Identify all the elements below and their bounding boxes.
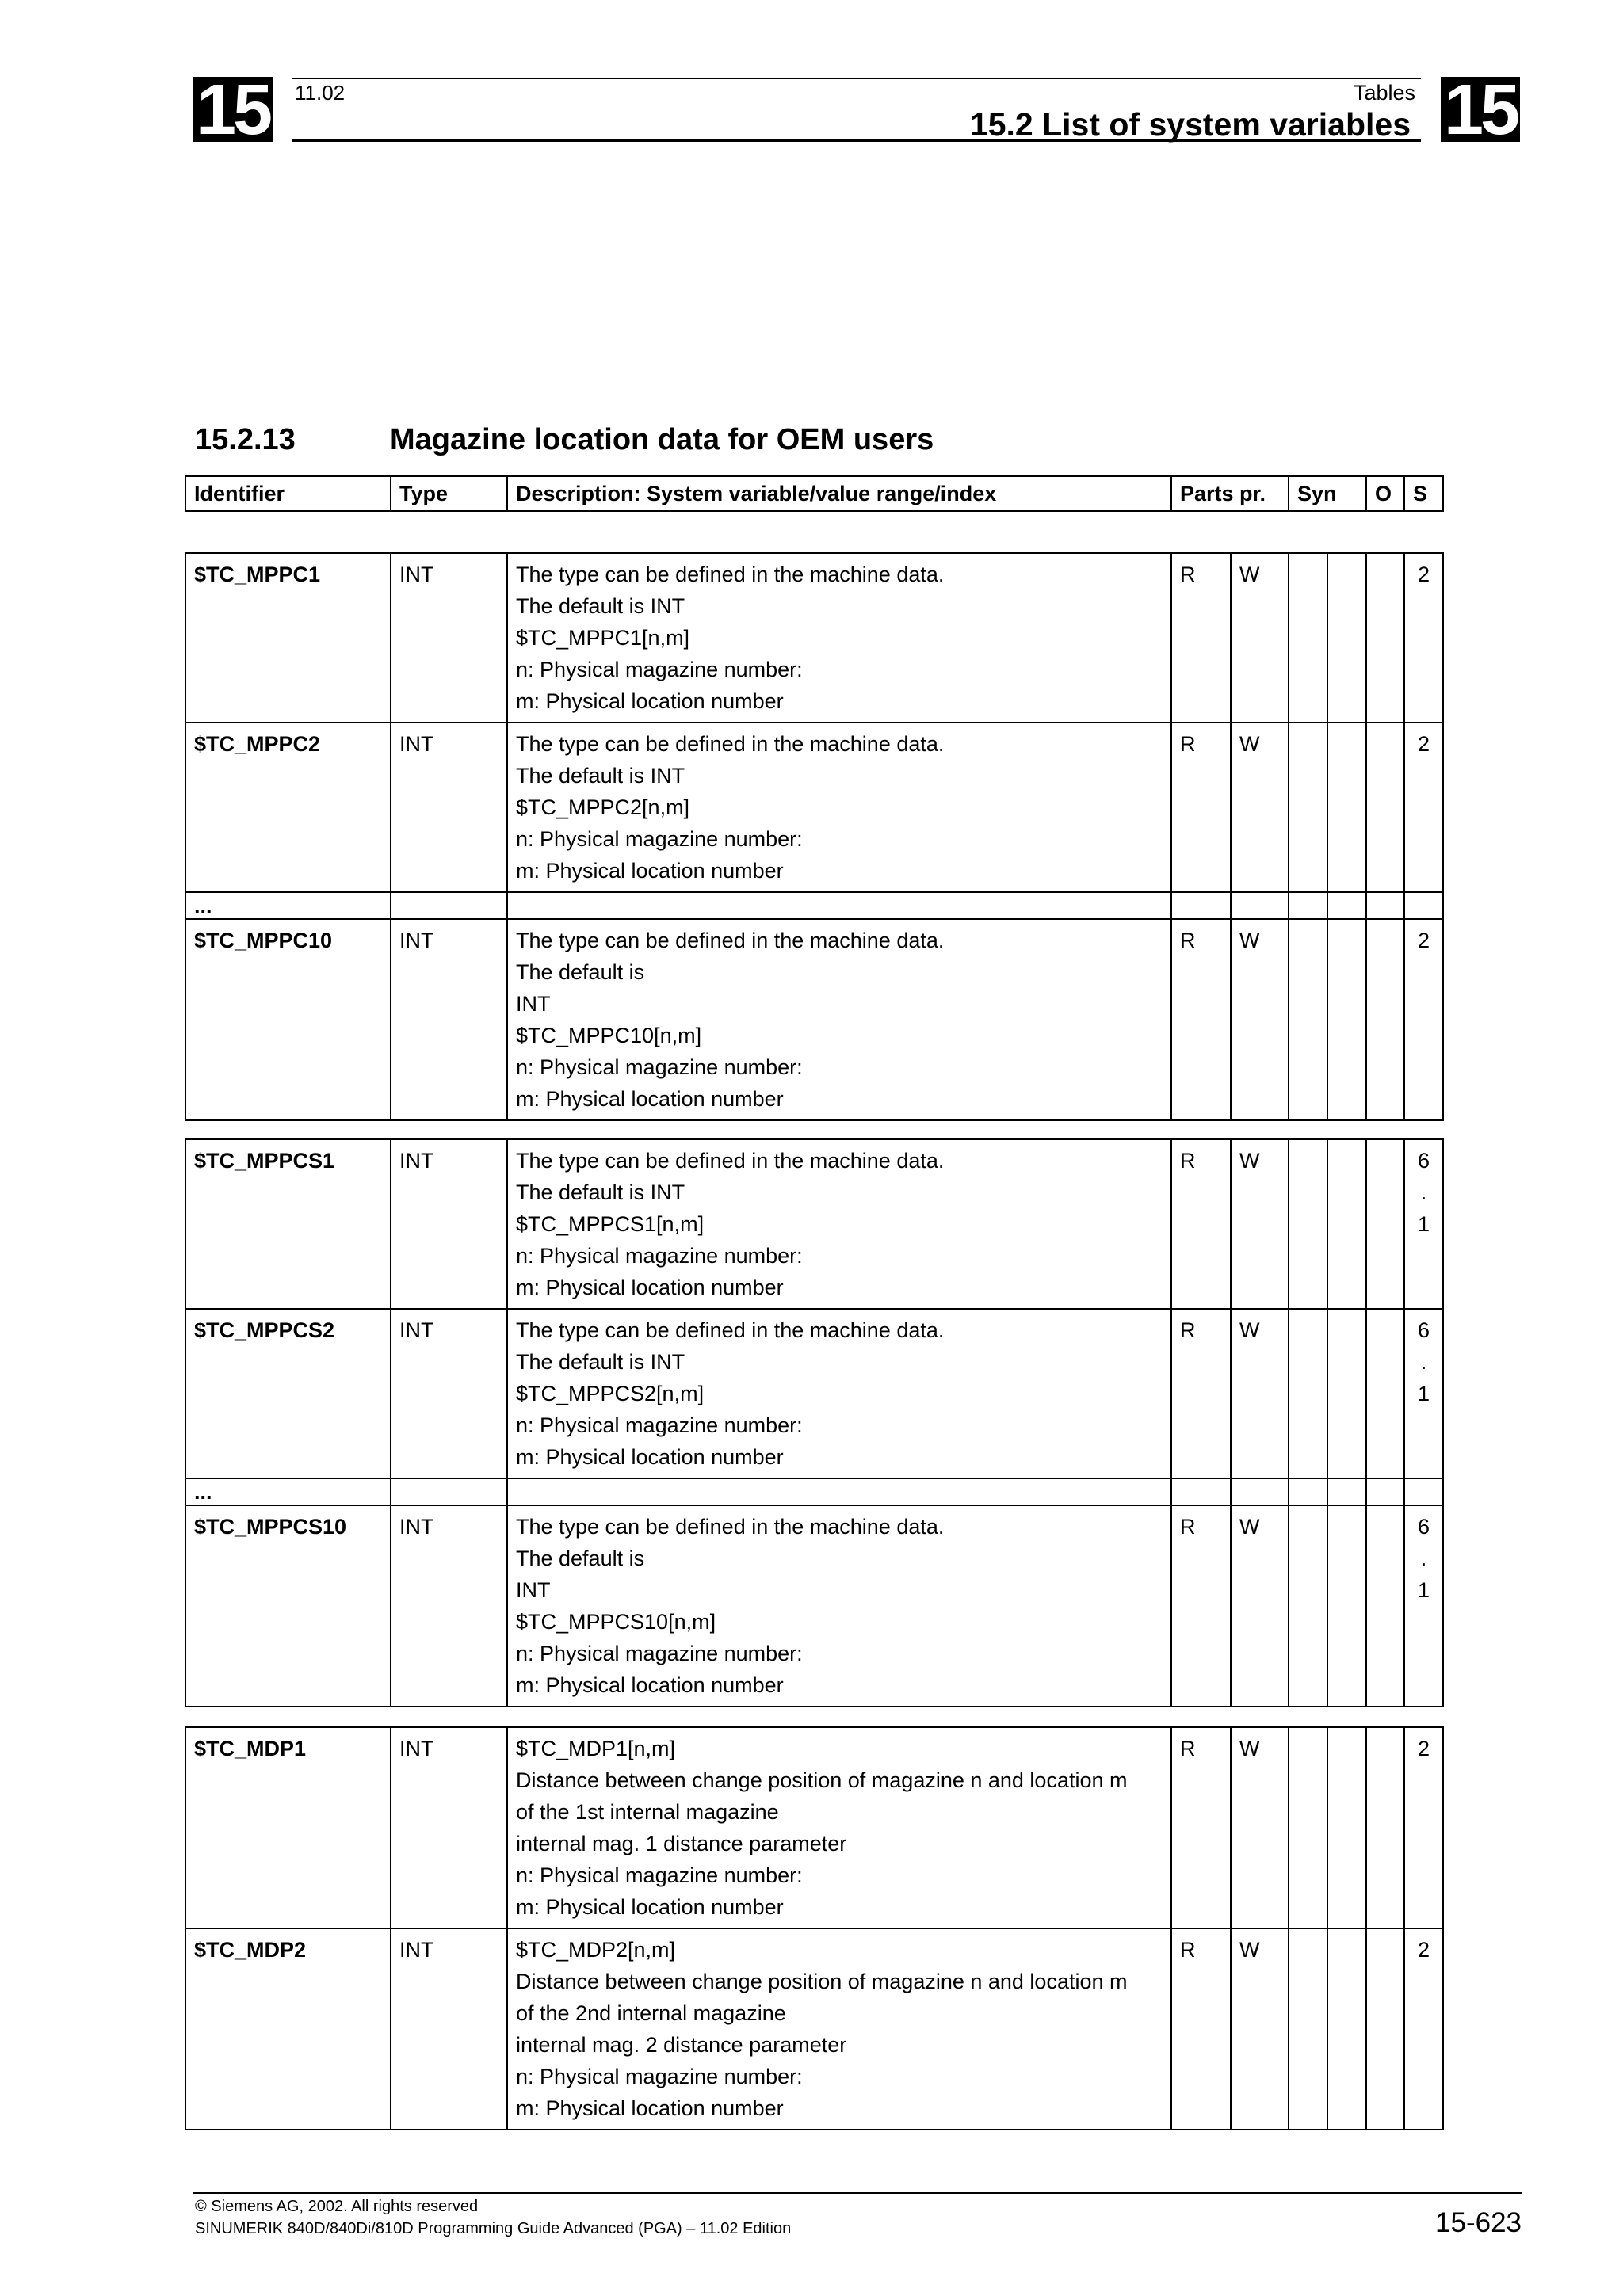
description-line: m: Physical location number <box>516 859 784 883</box>
description-line: n: Physical magazine number: <box>516 1055 803 1079</box>
description-line: Distance between change position of magazine n and location m <box>516 1970 1128 1993</box>
section-number: 15.2.13 <box>195 423 296 456</box>
type-cell: INT <box>391 1928 507 2130</box>
s-value: . <box>1420 1180 1427 1204</box>
description-line: n: Physical magazine number: <box>516 2065 803 2088</box>
header-date: 11.02 <box>295 81 346 105</box>
type-cell <box>391 892 507 919</box>
column-header-s: S <box>1404 476 1443 511</box>
s-value: . <box>1420 1547 1427 1570</box>
description-line: $TC_MPPC10[n,m] <box>516 1024 702 1047</box>
table-row <box>185 1309 1443 1478</box>
description-line <box>516 1481 1163 1503</box>
parts-read-cell: R <box>1171 723 1231 892</box>
parts-write-cell: W <box>1231 1309 1289 1478</box>
syn-cell-2 <box>1327 892 1366 919</box>
description-cell <box>507 553 1171 723</box>
description-cell <box>507 1309 1171 1478</box>
parts-read-cell: R <box>1171 553 1231 723</box>
type-cell: INT <box>391 919 507 1120</box>
description-line: The default is INT <box>516 764 685 788</box>
s-value: 1 <box>1417 1578 1430 1602</box>
description-line: internal mag. 2 distance parameter <box>516 2033 847 2057</box>
parts-write-cell: W <box>1231 553 1289 723</box>
o-cell <box>1366 553 1404 723</box>
s-value: 6 <box>1417 1318 1430 1342</box>
syn-cell-1 <box>1289 919 1327 1120</box>
table-row <box>185 1478 1443 1505</box>
type-cell: INT <box>391 1727 507 1928</box>
description-line: n: Physical magazine number: <box>516 658 803 681</box>
description-line: $TC_MPPC2[n,m] <box>516 795 690 819</box>
syn-cell-2 <box>1327 1139 1366 1309</box>
description-line: of the 2nd internal magazine <box>516 2001 786 2025</box>
s-cell <box>1404 1139 1443 1309</box>
description-line: internal mag. 1 distance parameter <box>516 1832 847 1855</box>
s-cell <box>1404 1928 1443 2130</box>
syn-cell-1 <box>1289 1139 1327 1309</box>
footer-guide-title: SINUMERIK 840D/840Di/810D Programming Guide Advanced (PGA) – 11.02 Edition <box>195 2220 792 2237</box>
description-line: m: Physical location number <box>516 689 784 713</box>
header-category: Tables <box>1353 81 1415 105</box>
column-header-type: Type <box>391 476 507 511</box>
parts-read-cell: R <box>1171 1139 1231 1309</box>
o-cell <box>1366 919 1404 1120</box>
s-cell <box>1404 1505 1443 1707</box>
column-header-o: O <box>1366 476 1404 511</box>
syn-cell-2 <box>1327 919 1366 1120</box>
parts-write-cell: W <box>1231 919 1289 1120</box>
description-line: $TC_MDP2[n,m] <box>516 1938 676 1962</box>
description-line: $TC_MPPC1[n,m] <box>516 626 690 650</box>
table-row <box>185 919 1443 1120</box>
syn-cell-1 <box>1289 1309 1327 1478</box>
parts-read-cell: R <box>1171 1928 1231 2130</box>
identifier-cell: ... <box>185 892 391 919</box>
description-line: The default is INT <box>516 1350 685 1374</box>
description-line: n: Physical magazine number: <box>516 1642 803 1665</box>
o-cell <box>1366 1727 1404 1928</box>
variable-table <box>185 1726 1444 2130</box>
identifier-cell: $TC_MPPC1 <box>185 553 391 723</box>
parts-read-cell: R <box>1171 1505 1231 1707</box>
description-line: INT <box>516 992 551 1016</box>
description-line: The type can be defined in the machine data. <box>516 563 945 586</box>
description-line: The type can be defined in the machine data. <box>516 1149 945 1173</box>
s-value: 6 <box>1417 1149 1430 1173</box>
description-line: $TC_MPPCS10[n,m] <box>516 1610 716 1634</box>
syn-cell-2 <box>1327 1727 1366 1928</box>
s-cell <box>1404 1727 1443 1928</box>
section-title: Magazine location data for OEM users <box>390 423 934 456</box>
table-row <box>185 1928 1443 2130</box>
description-cell <box>507 1478 1171 1505</box>
syn-cell-1 <box>1289 1727 1327 1928</box>
parts-write-cell <box>1231 1478 1289 1505</box>
header-rule-top <box>292 78 1421 79</box>
syn-cell-1 <box>1289 1928 1327 2130</box>
description-line: m: Physical location number <box>516 1673 784 1697</box>
o-cell <box>1366 1139 1404 1309</box>
table-row <box>185 723 1443 892</box>
identifier-cell: $TC_MPPC10 <box>185 919 391 1120</box>
description-line: n: Physical magazine number: <box>516 1413 803 1437</box>
table-row <box>185 553 1443 723</box>
parts-write-cell: W <box>1231 1727 1289 1928</box>
column-header-parts: Parts pr. <box>1171 476 1289 511</box>
parts-read-cell: R <box>1171 1309 1231 1478</box>
description-line: n: Physical magazine number: <box>516 1244 803 1268</box>
description-line: $TC_MPPCS1[n,m] <box>516 1212 705 1236</box>
s-value: . <box>1420 1350 1427 1374</box>
description-cell <box>507 919 1171 1120</box>
syn-cell-1 <box>1289 553 1327 723</box>
identifier-cell: $TC_MPPCS10 <box>185 1505 391 1707</box>
identifier-cell: $TC_MDP1 <box>185 1727 391 1928</box>
s-cell <box>1404 723 1443 892</box>
footer-copyright: © Siemens AG, 2002. All rights reserved <box>195 2198 479 2215</box>
parts-write-cell: W <box>1231 1928 1289 2130</box>
description-cell <box>507 1928 1171 2130</box>
description-line: The default is <box>516 960 645 984</box>
column-header-table <box>185 475 1444 512</box>
description-cell <box>507 1139 1171 1309</box>
table-row <box>185 1139 1443 1309</box>
s-value: 2 <box>1417 1737 1430 1760</box>
description-line: $TC_MDP1[n,m] <box>516 1737 676 1760</box>
parts-write-cell <box>1231 892 1289 919</box>
syn-cell-2 <box>1327 1928 1366 2130</box>
table-row <box>185 892 1443 919</box>
s-cell <box>1404 919 1443 1120</box>
parts-write-cell: W <box>1231 1505 1289 1707</box>
description-line: INT <box>516 1578 551 1602</box>
o-cell <box>1366 1478 1404 1505</box>
syn-cell-1 <box>1289 1478 1327 1505</box>
type-cell: INT <box>391 553 507 723</box>
o-cell <box>1366 1928 1404 2130</box>
s-cell <box>1404 553 1443 723</box>
variable-table <box>185 1138 1444 1707</box>
s-value: 6 <box>1417 1515 1430 1539</box>
parts-read-cell: R <box>1171 919 1231 1120</box>
parts-read-cell: R <box>1171 1727 1231 1928</box>
description-line: The type can be defined in the machine data. <box>516 1515 945 1539</box>
description-cell <box>507 1505 1171 1707</box>
page-number: 15-623 <box>1435 2207 1522 2238</box>
description-line: m: Physical location number <box>516 1445 784 1469</box>
column-header-description: Description: System variable/value range/index <box>507 476 1171 511</box>
description-line: of the 1st internal magazine <box>516 1800 779 1824</box>
description-cell <box>507 723 1171 892</box>
description-cell <box>507 892 1171 919</box>
description-line: The default is INT <box>516 1180 685 1204</box>
type-cell <box>391 1478 507 1505</box>
syn-cell-2 <box>1327 553 1366 723</box>
o-cell <box>1366 892 1404 919</box>
parts-write-cell: W <box>1231 1139 1289 1309</box>
description-line: m: Physical location number <box>516 1276 784 1299</box>
description-line: The type can be defined in the machine data. <box>516 732 945 756</box>
variable-table <box>185 552 1444 1121</box>
s-value: 2 <box>1417 563 1430 586</box>
s-value: 1 <box>1417 1212 1430 1236</box>
type-cell: INT <box>391 723 507 892</box>
chapter-badge-right: 15 <box>1441 77 1520 142</box>
syn-cell-2 <box>1327 1478 1366 1505</box>
description-cell <box>507 1727 1171 1928</box>
parts-read-cell <box>1171 892 1231 919</box>
chapter-badge-left: 15 <box>193 77 273 142</box>
description-line: n: Physical magazine number: <box>516 827 803 851</box>
description-line: m: Physical location number <box>516 1087 784 1111</box>
identifier-cell: $TC_MPPCS1 <box>185 1139 391 1309</box>
syn-cell-2 <box>1327 723 1366 892</box>
s-cell <box>1404 1309 1443 1478</box>
description-line <box>516 894 1163 917</box>
description-line: m: Physical location number <box>516 2096 784 2120</box>
column-header-syn: Syn <box>1289 476 1366 511</box>
description-line: The type can be defined in the machine data. <box>516 929 945 952</box>
description-line: Distance between change position of magazine n and location m <box>516 1768 1128 1792</box>
s-value: 1 <box>1417 1382 1430 1405</box>
syn-cell-2 <box>1327 1505 1366 1707</box>
description-line: The type can be defined in the machine data. <box>516 1318 945 1342</box>
type-cell: INT <box>391 1505 507 1707</box>
table-row <box>185 1505 1443 1707</box>
description-line: m: Physical location number <box>516 1895 784 1919</box>
description-line: The default is <box>516 1547 645 1570</box>
syn-cell-1 <box>1289 723 1327 892</box>
o-cell <box>1366 723 1404 892</box>
s-value: 2 <box>1417 929 1430 952</box>
identifier-cell: $TC_MDP2 <box>185 1928 391 2130</box>
type-cell: INT <box>391 1139 507 1309</box>
column-header-identifier: Identifier <box>185 476 391 511</box>
description-line: n: Physical magazine number: <box>516 1863 803 1887</box>
type-cell: INT <box>391 1309 507 1478</box>
identifier-cell: $TC_MPPC2 <box>185 723 391 892</box>
table-row <box>185 1727 1443 1928</box>
header-section-title: 15.2 List of system variables <box>969 106 1411 143</box>
description-line: $TC_MPPCS2[n,m] <box>516 1382 705 1405</box>
s-value: 2 <box>1417 1938 1430 1962</box>
syn-cell-1 <box>1289 892 1327 919</box>
o-cell <box>1366 1309 1404 1478</box>
syn-cell-2 <box>1327 1309 1366 1478</box>
s-cell <box>1404 892 1443 919</box>
s-cell <box>1404 1478 1443 1505</box>
identifier-cell: $TC_MPPCS2 <box>185 1309 391 1478</box>
description-line: The default is INT <box>516 594 685 618</box>
syn-cell-1 <box>1289 1505 1327 1707</box>
s-value: 2 <box>1417 732 1430 756</box>
parts-write-cell: W <box>1231 723 1289 892</box>
parts-read-cell <box>1171 1478 1231 1505</box>
identifier-cell: ... <box>185 1478 391 1505</box>
footer-rule <box>193 2192 1522 2194</box>
o-cell <box>1366 1505 1404 1707</box>
